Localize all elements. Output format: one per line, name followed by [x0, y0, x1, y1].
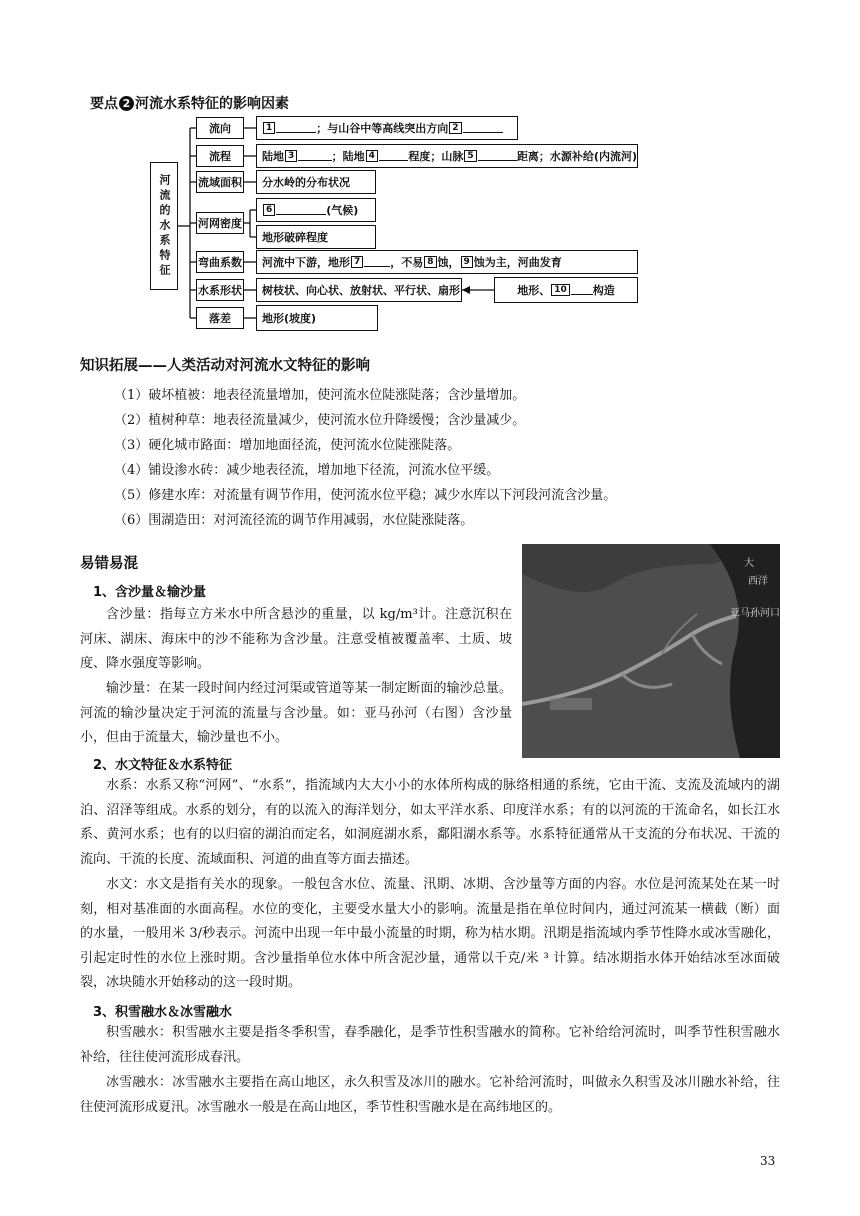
label-drainage-shape: 水系形状 [196, 279, 244, 301]
desc-text: 蚀为主，河曲发育 [473, 256, 562, 269]
desc-text: 程度；山脉 [408, 150, 464, 163]
blank-number: 5 [464, 150, 476, 162]
blank-underline [379, 151, 408, 161]
blank-underline [463, 123, 503, 133]
diagram-title [90, 93, 289, 113]
blank-number: 2 [449, 122, 461, 134]
blank-underline [364, 257, 390, 267]
section-1-paragraph-2: 输沙量：在某一段时间内经过河渠或管道等某一制定断面的输沙总量。河流的输沙量决定于河流的流量与含沙量。如：亚马孙河（右图）含沙量小，但由于流量大，输沙量也不小。 [80, 681, 512, 746]
desc-text: 陆地 [262, 150, 284, 163]
label-sinuosity: 弯曲系数 [196, 251, 244, 273]
label-basin-area: 流域面积 [196, 171, 244, 193]
desc-text: ；陆地 [331, 150, 365, 163]
label-drop: 落差 [196, 307, 244, 329]
blank-underline [478, 151, 517, 161]
blank-underline [276, 123, 316, 133]
blank-number: 4 [366, 150, 378, 162]
desc-drainage-shape: 树枝状、向心状、放射状、平行状、扇形 [256, 278, 462, 302]
desc-text: ；与山谷中等高线突出方向 [316, 122, 449, 135]
blank-underline [298, 151, 331, 161]
blank-number: 7 [351, 256, 363, 268]
title-prefix: 要点 [90, 96, 118, 112]
desc-network-density-climate [256, 198, 376, 222]
label-flow-length: 流程 [196, 145, 244, 167]
photo-label: 西洋 [748, 576, 768, 587]
section-2-paragraph-1: 水系：水系又称“河网”、“水系”，指流域内大大小小的水体所构成的脉络相通的系统，它由干流、支流及流域内的湖泊、沼泽等组成。水系的划分，有的以流入的海洋划分，如太平洋水系、印度洋水系；有的以河流的干流命名，如长江水系、黄河水系；也有的以归宿的湖泊而定名，如洞庭湖水系，鄱阳湖水系等。水系特征通常从干支流的分布状况、干流的流向、干流的长度、流域面积、河道的曲直等方面去描述。 [80, 778, 780, 867]
desc-basin-area: 分水岭的分布状况 [256, 170, 376, 194]
diagram-root-box: 河流的水系特征 [150, 162, 178, 290]
knowledge-item: （5）修建水库：对流量有调节作用，使河流水位平稳；减少水库以下河段河流含沙量。 [114, 488, 617, 503]
desc-drop: 地形(坡度) [256, 305, 378, 331]
desc-sinuosity [256, 250, 638, 274]
blank-underline [571, 285, 593, 295]
knowledge-item: （3）硬化城市路面：增加地面径流，使河流水位陡涨陡落。 [114, 438, 461, 453]
amazon-satellite-image [522, 544, 780, 758]
page-number: 33 [760, 1154, 776, 1168]
section-3-paragraph-2: 冰雪融水：冰雪融水主要指在高山地区，永久积雪及冰川的融水。它补给河流时，叫做永久积雪及冰川融水补给，往往使河流形成夏汛。冰雪融水一般是在高山地区，季节性积雪融水是在高纬地区的。 [80, 1075, 780, 1115]
knowledge-item: （4）铺设渗水砖：减少地表径流，增加地下径流，河流水位平缓。 [114, 463, 500, 478]
desc-flow-direction [256, 116, 518, 140]
desc-text: ，不易 [390, 256, 424, 269]
knowledge-item: （1）破坏植被：地表径流量增加，使河流水位陡涨陡落；含沙量增加。 [114, 388, 526, 403]
label-flow-direction: 流向 [196, 117, 244, 139]
section-2-paragraph-2: 水文：水文是指有关水的现象。一般包含水位、流量、汛期、冰期、含沙量等方面的内容。水位是河流某处在某一时刻，相对基准面的水面高程。水位的变化，主要受水量大小的影响。流量是指在单位时间内，通过河流某一横截（断）面的水量，一般用米 3/秒表示。河流中出现一年中最小流量的时期，称为枯水期。汛期是指流域内季节性降水或冰雪融化，引起定时性的水位上涨时期。含沙量指单位水体中所含泥沙量，通常以千克/米 ³ 计算。结冰期指水体开始结冰至冰面破裂，冰块随水开始移动的这一段时期。 [80, 877, 780, 991]
river-mouth-illustration [522, 544, 780, 758]
desc-drainage-shape-factors [494, 277, 638, 303]
blank-number: 10 [551, 284, 570, 296]
desc-flow-length [256, 144, 638, 168]
knowledge-item: （6）围湖造田：对河流径流的调节作用减弱，水位陡涨陡落。 [114, 513, 474, 528]
photo-label: 大 [744, 558, 754, 569]
section-3-paragraph-1: 积雪融水：积雪融水主要是指冬季积雪，春季融化，是季节性积雪融水的简称。它补给给河流时，叫季节性积雪融水补给，往往使河流形成春汛。 [80, 1025, 780, 1065]
section-3-heading: 3、积雪融水＆冰雪融水 [93, 1005, 233, 1020]
desc-text: 距离；水源补给(内流河) [516, 150, 637, 163]
blank-underline [276, 205, 326, 215]
blank-number: 8 [424, 256, 436, 268]
desc-network-density-terrain: 地形破碎程度 [256, 225, 376, 249]
knowledge-item: （2）植树种草：地表径流量减少，使河流水位升降缓慢；含沙量减少。 [114, 413, 526, 428]
section-1-paragraph-1: 含沙量：指每立方米水中所含悬沙的重量，以 kg/m³计。注意沉积在河床、湖床、海床中的沙不能称为含沙量。注意受植被覆盖率、土质、坡度、降水强度等影响。 [80, 607, 512, 672]
blank-number: 6 [263, 204, 275, 216]
section-2-heading: 2、水文特征＆水系特征 [93, 758, 233, 773]
desc-text: 地形、 [517, 284, 551, 297]
title-text: 河流水系特征的影响因素 [135, 96, 289, 112]
photo-label: 亚马孙河口 [730, 608, 780, 619]
blank-number: 3 [285, 150, 297, 162]
label-network-density: 河网密度 [196, 212, 244, 234]
blank-number: 1 [263, 122, 275, 134]
desc-text: 构造 [592, 284, 615, 297]
desc-text: 蚀， [437, 256, 460, 269]
desc-text: 河流中下游，地形 [262, 256, 350, 269]
knowledge-heading: 知识拓展——人类活动对河流水文特征的影响 [80, 358, 370, 374]
blank-number: 9 [461, 256, 473, 268]
desc-text: (气候) [326, 204, 359, 217]
title-number-badge: 2 [119, 96, 134, 111]
confusion-heading: 易错易混 [80, 556, 138, 572]
section-1-heading: 1、含沙量＆输沙量 [93, 585, 207, 600]
